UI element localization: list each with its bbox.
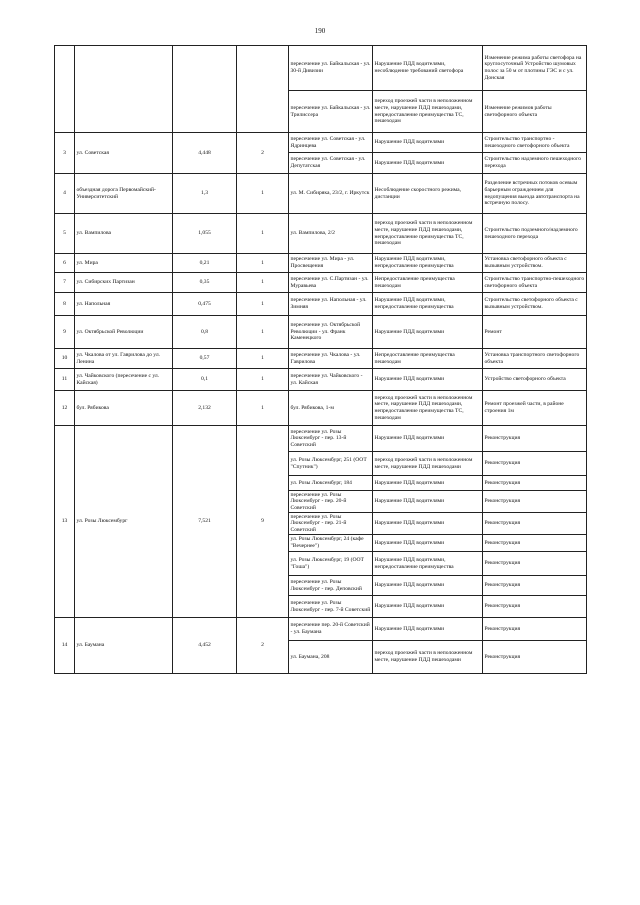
street-length-text: 1,055: [198, 230, 211, 237]
street-length: [173, 293, 237, 316]
row-number: [55, 133, 75, 174]
row-number-text: 12: [61, 404, 68, 411]
location-cell-text: пересечение ул. Советская - ул. Ядринцева: [290, 135, 366, 149]
violation-cell-text: Нарушение ПДД водителями: [374, 328, 445, 335]
street-length: [173, 46, 237, 133]
hotspot-count: [237, 293, 289, 316]
table-row: [55, 618, 587, 641]
measure-cell: [483, 293, 587, 316]
hotspot-count: [237, 273, 289, 293]
hotspot-count-text: 1: [261, 190, 264, 197]
street-name-text: бул. Рябикова: [76, 404, 109, 411]
street-length: [173, 214, 237, 254]
location-cell: [289, 133, 373, 153]
street-length: [173, 316, 237, 349]
location-cell-text: пересечение ул. Октябрьской Революции - ул. Франк Каменецкого: [290, 322, 361, 342]
row-number: [55, 254, 75, 273]
measure-cell: [483, 254, 587, 273]
street-name-text: объездная дорога Первомайский-Университетский: [76, 186, 156, 200]
violation-cell-text: Непредоставление преимущества пешеходам: [374, 275, 455, 289]
violation-cell-text: Нарушение ПДД водителями: [374, 139, 445, 146]
row-number-text: 8: [63, 300, 66, 307]
measure-cell: [483, 153, 587, 174]
street-name: [75, 349, 173, 369]
measure-cell: [483, 618, 587, 641]
measures-table: [54, 45, 587, 674]
measure-cell-text: Ремонт: [484, 328, 502, 335]
row-number-text: 13: [61, 518, 68, 525]
violation-cell-text: Нарушение ПДД водителями: [374, 582, 445, 589]
measure-cell: [483, 476, 587, 491]
measure-cell: [483, 91, 587, 133]
measure-cell-text: Изменение режима работы светофора на круглосуточный Устройство шумовых полос за 50 м от плотины ГЭС и с ул. Донская: [484, 54, 582, 81]
street-name-text: ул. Розы Люксембург: [76, 518, 128, 525]
violation-cell-text: Нарушение ПДД водителями: [374, 498, 445, 505]
row-number-text: 4: [63, 190, 66, 197]
violation-cell-text: Нарушение ПДД водителями: [374, 376, 445, 383]
violation-cell: [373, 452, 483, 476]
street-name-text: ул. Октябрьской Революции: [76, 328, 144, 335]
location-cell: [289, 293, 373, 316]
hotspot-count-text: 1: [261, 279, 264, 286]
hotspot-count-text: 2: [261, 642, 264, 649]
location-cell: [289, 596, 373, 618]
street-length: [173, 273, 237, 293]
street-length-text: 0,21: [199, 259, 210, 266]
measure-cell: [483, 426, 587, 452]
location-cell: [289, 91, 373, 133]
measure-cell-text: Строительство подземного/надземного пешеходного перехода: [484, 226, 578, 240]
location-cell-text: пересечение ул. Розы Люксембург - пер. Деповский: [290, 578, 362, 592]
location-cell: [289, 618, 373, 641]
street-length: [173, 426, 237, 618]
hotspot-count-text: 1: [261, 300, 264, 307]
measure-cell-text: Строительство транспортно - пешеходного светофорного объекта: [484, 135, 570, 149]
street-name: [75, 273, 173, 293]
location-cell: [289, 46, 373, 91]
street-name-text: ул. Сибирских Партизан: [76, 279, 135, 286]
location-cell: [289, 552, 373, 576]
table-row: [55, 133, 587, 153]
street-name: [75, 426, 173, 618]
street-length-text: 7,521: [198, 518, 211, 525]
street-length-text: 2,132: [198, 404, 211, 411]
violation-cell: [373, 641, 483, 674]
measure-cell: [483, 513, 587, 535]
street-name: [75, 293, 173, 316]
location-cell: [289, 641, 373, 674]
row-number-text: 5: [63, 230, 66, 237]
violation-cell: [373, 46, 483, 91]
measure-cell: [483, 452, 587, 476]
table-row: [55, 316, 587, 349]
hotspot-count-text: 1: [261, 376, 264, 383]
violation-cell-text: Нарушение ПДД водителями: [374, 539, 445, 546]
measure-cell: [483, 46, 587, 91]
location-cell: [289, 513, 373, 535]
violation-cell: [373, 349, 483, 369]
street-name: [75, 214, 173, 254]
location-cell: [289, 174, 373, 214]
location-cell: [289, 452, 373, 476]
violation-cell: [373, 476, 483, 491]
table-row: [55, 391, 587, 426]
table-row: [55, 369, 587, 391]
hotspot-count: [237, 369, 289, 391]
location-cell: [289, 535, 373, 552]
street-length-text: 0,475: [198, 300, 211, 307]
violation-cell: [373, 369, 483, 391]
row-number-text: 6: [63, 259, 66, 266]
violation-cell: [373, 91, 483, 133]
hotspot-count: [237, 133, 289, 174]
measure-cell-text: Строительство транспортно-пешеходного светофорного объекта: [484, 275, 585, 289]
location-cell-text: пересечение ул. Розы Люксембург - пер. 13-й Советский: [290, 428, 347, 448]
street-name: [75, 133, 173, 174]
street-name: [75, 618, 173, 674]
violation-cell: [373, 316, 483, 349]
table-row: [55, 273, 587, 293]
street-name: [75, 174, 173, 214]
row-number: [55, 293, 75, 316]
location-cell-text: пересечение ул. Розы Люксембург - пер. 20-й Советский: [290, 491, 347, 511]
row-number: [55, 174, 75, 214]
location-cell: [289, 153, 373, 174]
street-length: [173, 349, 237, 369]
measure-cell: [483, 491, 587, 513]
table-row: [55, 349, 587, 369]
row-number-text: 10: [61, 355, 68, 362]
violation-cell-text: Нарушение ПДД водителями, непредоставление преимущества: [374, 297, 454, 310]
row-number-text: 7: [63, 279, 66, 286]
street-length: [173, 133, 237, 174]
measure-cell-text: Разделение встречных потоков осевым барьерным ограждением для недопущения выезда автотранспорта на встречную полосу.: [484, 180, 580, 207]
measure-cell-text: Реконструкция: [484, 520, 521, 527]
measure-cell-text: Реконструкция: [484, 539, 521, 546]
hotspot-count: [237, 316, 289, 349]
hotspot-count: [237, 46, 289, 133]
street-name: [75, 316, 173, 349]
measure-cell-text: Реконструкция: [484, 653, 521, 660]
location-cell-text: пересечение ул. Чайковского - ул. Кайская: [290, 372, 363, 386]
location-cell-text: пересечение ул. Розы Люксембург - пер. 21-й Советский: [290, 513, 347, 533]
violation-cell-text: Нарушение ПДД водителями: [374, 479, 445, 486]
violation-cell: [373, 552, 483, 576]
location-cell-text: ул. Розы Люксембург, 184: [290, 479, 352, 486]
location-cell-text: пересечение ул. Чкалова - ул. Гаврилова: [290, 351, 361, 365]
violation-cell-text: переход проезжей части в неположенном месте, нарушение ПДД пешеходами: [374, 456, 473, 470]
violation-cell-text: Нарушение ПДД водителями, непредоставление преимущества: [374, 556, 454, 570]
violation-cell: [373, 513, 483, 535]
measure-cell: [483, 535, 587, 552]
violation-cell: [373, 153, 483, 174]
table-row: [55, 426, 587, 452]
hotspot-count-text: 1: [261, 328, 264, 335]
measure-cell: [483, 174, 587, 214]
table-row: [55, 46, 587, 91]
measure-cell-text: Реконструкция: [484, 498, 521, 505]
street-length-text: 4,448: [198, 149, 211, 156]
row-number: [55, 349, 75, 369]
hotspot-count: [237, 391, 289, 426]
location-cell-text: пересечение ул. Байкальская - ул. 30-й Дивизии: [290, 61, 371, 74]
location-cell: [289, 426, 373, 452]
street-name: [75, 369, 173, 391]
hotspot-count: [237, 214, 289, 254]
measure-cell: [483, 316, 587, 349]
location-cell: [289, 273, 373, 293]
street-name-text: ул. Напольная: [76, 300, 111, 307]
street-name-text: ул. Вампилова: [76, 230, 112, 237]
street-length-text: 1,3: [201, 190, 208, 197]
row-number-text: 3: [63, 149, 66, 156]
row-number: [55, 46, 75, 133]
violation-cell-text: переход проезжей части в неположенном месте, нарушение ПДД пешеходами, непредоставление преимущества ТС, пешеходам: [374, 394, 473, 421]
location-cell: [289, 349, 373, 369]
violation-cell: [373, 391, 483, 426]
measure-cell-text: Строительство надземного пешеходного перехода: [484, 156, 582, 169]
location-cell-text: пересечение ул. Мира - ул. Просвещения: [290, 256, 355, 269]
measure-cell: [483, 369, 587, 391]
hotspot-count-text: 2: [261, 149, 264, 156]
violation-cell-text: Нарушение ПДД водителями, несоблюдение требований светофора: [374, 61, 464, 74]
hotspot-count-text: 9: [261, 518, 264, 525]
violation-cell-text: Нарушение ПДД водителями: [374, 603, 445, 610]
measure-cell-text: Установка светофорного объекта с вызывным устройством.: [484, 256, 567, 269]
hotspot-count: [237, 174, 289, 214]
violation-cell: [373, 273, 483, 293]
location-cell: [289, 369, 373, 391]
hotspot-count: [237, 254, 289, 273]
measure-cell-text: Реконструкция: [484, 460, 521, 467]
location-cell-text: ул. Баумана, 208: [290, 653, 330, 660]
location-cell: [289, 491, 373, 513]
street-name-text: ул. Чкалова от ул. Гаврилова до ул. Ленина: [76, 351, 161, 365]
row-number: [55, 426, 75, 618]
violation-cell-text: Нарушение ПДД водителями, непредоставление преимущества: [374, 256, 454, 269]
violation-cell-text: Нарушение ПДД водителями: [374, 159, 445, 166]
measure-cell-text: Реконструкция: [484, 479, 521, 486]
measure-cell: [483, 596, 587, 618]
location-cell-text: ул. Розы Люксембург, 19 (ООТ "Гоша"): [290, 556, 364, 570]
location-cell-text: пересечение пер. 20-й Советский - ул. Баумана: [290, 622, 370, 635]
violation-cell-text: Нарушение ПДД водителями: [374, 435, 445, 442]
location-cell: [289, 254, 373, 273]
location-cell-text: пересечение ул. С.Партизан - ул. Муравьева: [290, 275, 369, 289]
violation-cell: [373, 254, 483, 273]
street-length: [173, 618, 237, 674]
hotspot-count-text: 1: [261, 404, 264, 411]
street-length: [173, 369, 237, 391]
measure-cell-text: Изменение режимов работы светофорного объекта: [484, 104, 552, 118]
location-cell-text: ул. М. Сибиряка, 23/2, г. Иркутск: [290, 190, 370, 197]
violation-cell-text: переход проезжей части в неположенном месте, нарушение ПДД пешеходами, непредоставление преимущества ТС, пешеходам: [374, 98, 473, 125]
row-number: [55, 316, 75, 349]
violation-cell-text: Несоблюдение скоростного режима, дистанции: [374, 186, 462, 200]
street-name: [75, 254, 173, 273]
row-number-text: 9: [63, 328, 66, 335]
location-cell: [289, 214, 373, 254]
street-length-text: 0,57: [199, 355, 210, 362]
table-row: [55, 254, 587, 273]
street-length-text: 0,1: [201, 376, 208, 383]
measure-cell-text: Реконструкция: [484, 582, 521, 589]
location-cell-text: бул. Рябикова, 1-м: [290, 404, 334, 411]
street-length: [173, 254, 237, 273]
location-cell-text: пересечение ул. Напольная - ул. Зимняя: [290, 297, 367, 310]
row-number: [55, 391, 75, 426]
street-name: [75, 46, 173, 133]
location-cell: [289, 391, 373, 426]
table-row: [55, 293, 587, 316]
hotspot-count: [237, 349, 289, 369]
street-length-text: 4,452: [198, 642, 211, 649]
violation-cell: [373, 174, 483, 214]
row-number: [55, 369, 75, 391]
street-length: [173, 174, 237, 214]
location-cell-text: пересечение ул. Розы Люксембург - пер. 7-й Советский: [290, 599, 371, 613]
measure-cell-text: Ремонт проезжей части, в районе строения 1м: [484, 401, 564, 414]
measure-cell: [483, 641, 587, 674]
row-number: [55, 273, 75, 293]
street-name-text: ул. Советская: [76, 149, 109, 156]
location-cell-text: пересечение ул. Байкальская - ул. Трилиссера: [290, 104, 371, 118]
hotspot-count-text: 1: [261, 230, 264, 237]
measure-cell-text: Строительство светофорного объекта с вызывным устройством.: [484, 297, 578, 310]
page-number: 190: [314, 27, 326, 35]
violation-cell-text: переход проезжей части в неположенном месте, нарушение ПДД пешеходами, непредоставление преимущества ТС, пешеходам: [374, 220, 473, 247]
table-row: [55, 174, 587, 214]
violation-cell-text: Нарушение ПДД водителями: [374, 520, 445, 527]
measure-cell-text: Установка транспортного светофорного объекта: [484, 351, 580, 365]
location-cell-text: ул. Вампилова, 2/2: [290, 230, 335, 237]
measure-cell-text: Реконструкция: [484, 435, 521, 442]
hotspot-count-text: 1: [261, 355, 264, 362]
row-number-text: 14: [61, 642, 68, 649]
measure-cell-text: Устройство светофорного объекта: [484, 376, 566, 383]
violation-cell: [373, 133, 483, 153]
measure-cell: [483, 349, 587, 369]
street-name-text: ул. Чайковского (пересечение с ул. Кайская): [76, 372, 160, 386]
street-length-text: 0,8: [201, 328, 208, 335]
violation-cell: [373, 491, 483, 513]
measure-cell: [483, 576, 587, 596]
violation-cell: [373, 293, 483, 316]
measure-cell: [483, 133, 587, 153]
violation-cell-text: Нарушение ПДД водителями: [374, 625, 445, 632]
measure-cell: [483, 273, 587, 293]
violation-cell-text: переход проезжей части в неположенном месте, нарушение ПДД пешеходами: [374, 650, 473, 663]
table-row: [55, 214, 587, 254]
violation-cell: [373, 596, 483, 618]
street-length-text: 0,35: [199, 279, 210, 286]
row-number-text: 11: [61, 376, 68, 383]
violation-cell: [373, 576, 483, 596]
row-number: [55, 618, 75, 674]
location-cell-text: ул. Розы Люксембург, 251 (ООТ "Спутник"): [290, 456, 367, 470]
location-cell: [289, 576, 373, 596]
location-cell: [289, 316, 373, 349]
violation-cell: [373, 214, 483, 254]
violation-cell: [373, 426, 483, 452]
location-cell: [289, 476, 373, 491]
measure-cell-text: Реконструкция: [484, 625, 521, 632]
hotspot-count: [237, 426, 289, 618]
row-number: [55, 214, 75, 254]
violation-cell: [373, 618, 483, 641]
hotspot-count-text: 1: [261, 259, 264, 266]
hotspot-count: [237, 618, 289, 674]
violation-cell-text: Непредоставление преимущества пешеходам: [374, 351, 455, 365]
street-length: [173, 391, 237, 426]
street-name: [75, 391, 173, 426]
location-cell-text: ул. Розы Люксембург, 24 (кафе "Вечернее"): [290, 536, 364, 549]
violation-cell: [373, 535, 483, 552]
street-name-text: ул. Баумана: [76, 642, 105, 649]
measure-cell: [483, 552, 587, 576]
street-name-text: ул. Мира: [76, 259, 98, 266]
measure-cell: [483, 391, 587, 426]
location-cell-text: пересечение ул. Советская - ул. Депутатская: [290, 156, 366, 169]
measure-cell-text: Реконструкция: [484, 560, 521, 567]
measure-cell-text: Реконструкция: [484, 603, 521, 610]
measure-cell: [483, 214, 587, 254]
